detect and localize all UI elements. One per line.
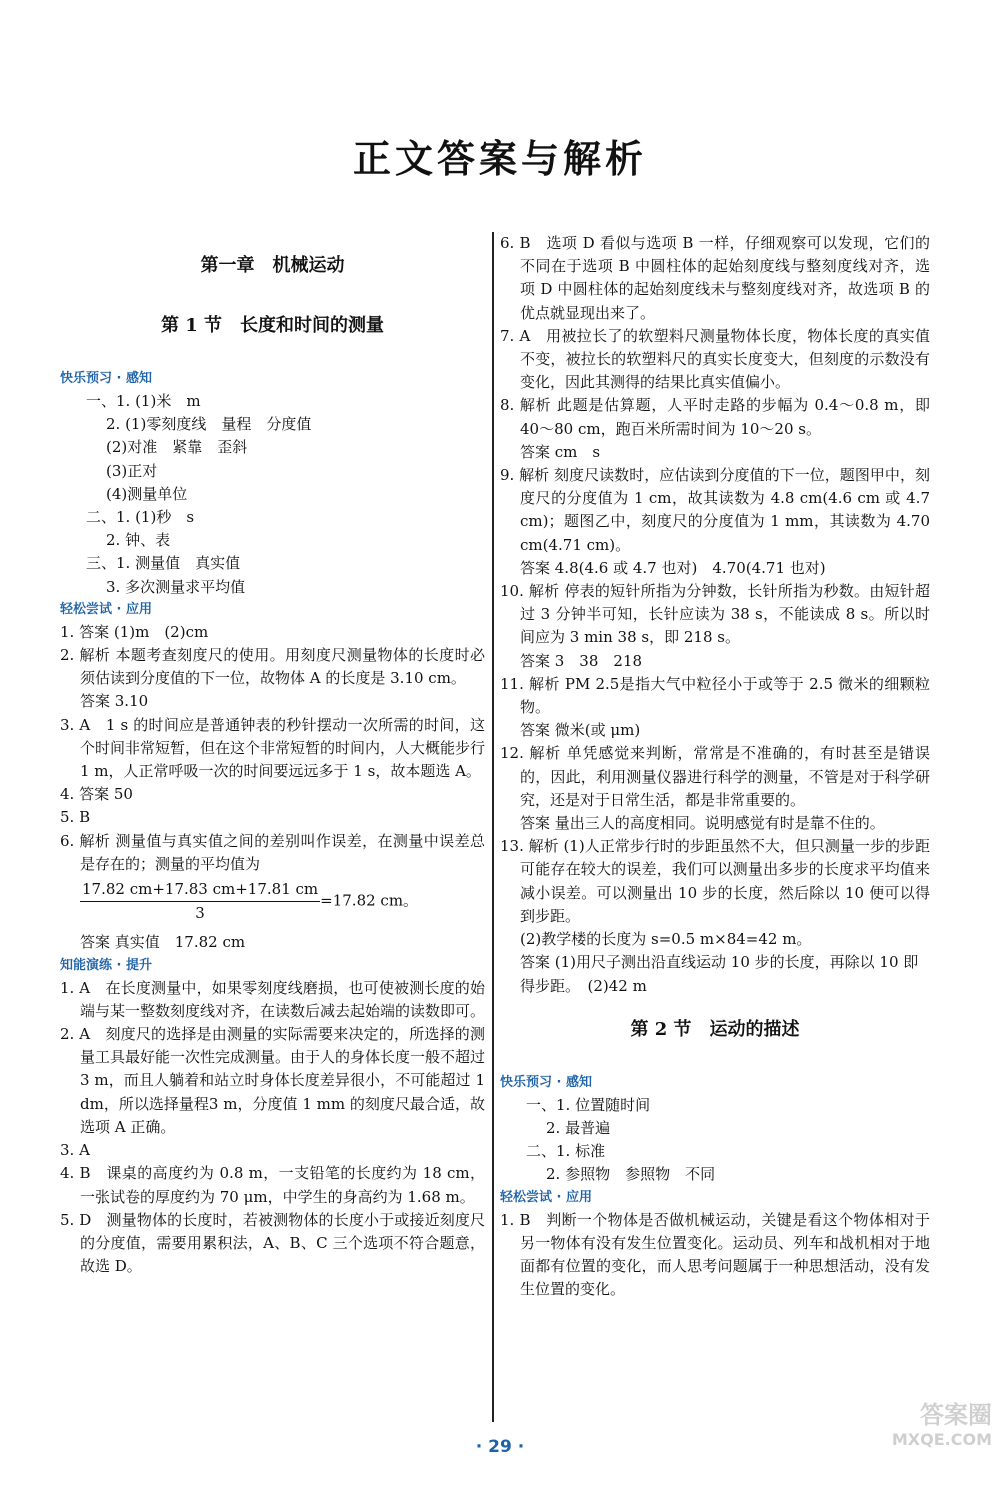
- answer-item: 6. B 选项 D 看似与选项 B 一样，仔细观察可以发现，它们的不同在于选项 B 中圆柱体的起始刻度线与整刻度线对齐，选项 D 中圆柱体的起始刻度线未与整刻度线对齐，故选项 B 的优点就显现出来了。: [500, 234, 930, 322]
- answer-item: 12. 解析 单凭感觉来判断，常常是不准确的，有时甚至是错误的，因此，利用测量仪器进行科学的测量，不管是对于科学研究，还是对于日常生活，都是非常重要的。: [500, 744, 930, 809]
- answer-key: 答案 3.10: [80, 692, 149, 711]
- answer-item: 7. A 用被拉长了的软塑料尺测量物体长度，物体长度的真实值不变，被拉长的软塑料尺的真实长度变大，但刻度的示数没有变化，因此其测得的结果比真实值偏小。: [500, 326, 930, 392]
- page-number: · 29 ·: [475, 1437, 525, 1457]
- answer-key: 答案 (1)用尺子测出沿直线运动 10 步的长度，再除以 10 即得步距。 (2)42 m: [520, 953, 919, 995]
- watermark-logo: [862, 1395, 992, 1475]
- answer-item: 2. 解析 本题考查刻度尺的使用。用刻度尺测量物体的长度时必须估读到分度值的下一位，故物体 A 的长度是 3.10 cm。: [60, 646, 485, 688]
- list-item: 二、1. (1)秒 s: [86, 508, 195, 527]
- list-item: 3. 多次测量求平均值: [106, 577, 246, 596]
- s1-preview-list: [60, 390, 485, 599]
- label-preview: 快乐预习 · 感知: [60, 371, 152, 386]
- answer-item: 13. 解析 (1)人正常步行时的步距虽然不大，但只测量一步的步距可能存在较大的误差，我们可以测量出多步的长度求平均值来减小误差。可以测量出 10 步的长度，然后除以 10 便可以得到步距。: [500, 837, 930, 925]
- answer-item: 2. A 刻度尺的选择是由测量的实际需要来决定的，所选择的测量工具最好能一次性完成测量。由于人的身体长度一般不超过 3 m，而且人躺着和站立时身体长度差异很小，不可能超过 1 dm，所以选择量程3 m，分度值 1 mm 的刻度尺最合适，故选项 A 正确。: [60, 1025, 486, 1136]
- list-item: 2. 钟、表: [106, 531, 171, 550]
- label-practice: 知能演练 · 提升: [60, 957, 152, 973]
- answer-item: 3. A 1 s 的时间应是普通钟表的秒针摆动一次所需的时间，这个时间非常短暂，但在这个非常短暂的时间内，人大概能步行 1 m，人正常呼吸一次的时间要远远多于 1 s，故本题选 A。: [60, 715, 486, 781]
- fraction-equation: [60, 878, 485, 925]
- right-column: [500, 232, 930, 1301]
- answer-item: 5. D 测量物体的长度时，若被测物体的长度小于或接近刻度尺的分度值，需要用累积法，A、B、C 三个选项不符合题意，故选 D。: [60, 1210, 485, 1276]
- list-item: 2. (1)零刻度线 量程 分度值: [106, 415, 312, 434]
- section-heading-1: 第 1 节 长度和时间的测量: [160, 315, 385, 336]
- label-try: 轻松尝试 · 应用: [60, 601, 152, 617]
- answer-item: 1. A 在长度测量中，如果零刻度线磨损，也可使被测长度的始端与某一整数刻度线对齐，在读数后减去起始端的读数即可。: [60, 978, 486, 1020]
- list-item: 2. 参照物 参照物 不同: [546, 1165, 716, 1184]
- watermark-bottom: MXQE.COM: [891, 1430, 992, 1449]
- watermark-top: 答案圈: [920, 1401, 992, 1429]
- answer-detail: (2)教学楼的长度为 s=0.5 m×84=42 m。: [520, 930, 812, 949]
- answer-item: 1. 答案 (1)m (2)cm: [60, 622, 209, 641]
- answer-key: 答案 真实值 17.82 cm: [80, 933, 246, 952]
- fraction-numerator: 17.82 cm+17.83 cm+17.81 cm: [80, 878, 320, 902]
- answer-item: 5. B: [60, 808, 91, 827]
- answer-item: 10. 解析 停表的短针所指为分钟数，长针所指为秒数。由短针超过 3 分钟半可知，长针应读为 38 s，不能读成 8 s。所以时间应为 3 min 38 s，即 218 s。: [500, 582, 930, 647]
- page-title: 正文答案与解析: [352, 136, 647, 181]
- answer-key: 答案 cm s: [520, 442, 601, 461]
- list-item: 三、1. 测量值 真实值: [86, 554, 241, 573]
- list-item: (2)对准 紧靠 歪斜: [106, 438, 248, 457]
- answer-item: 6. 解析 测量值与真实值之间的差别叫作误差，在测量中误差总是存在的；测量的平均值为: [60, 831, 485, 873]
- list-item: 一、1. 位置随时间: [526, 1095, 651, 1114]
- section-heading-2: 第 2 节 运动的描述: [630, 1018, 800, 1040]
- answer-item: 4. 答案 50: [60, 785, 133, 804]
- list-item: 一、1. (1)米 m: [86, 392, 201, 410]
- list-item: 二、1. 标准: [526, 1142, 606, 1161]
- left-column: [60, 230, 485, 1278]
- answer-item: 11. 解析 PM 2.5是指大气中粒径小于或等于 2.5 微米的细颗粒物。: [500, 674, 930, 717]
- label-try-2: 轻松尝试 · 应用: [500, 1189, 592, 1205]
- answer-item: 8. 解析 此题是估算题，人平时走路的步幅为 0.4～0.8 m，即 40～80 cm，跑百米所需时间为 10～20 s。: [500, 396, 930, 438]
- list-item: (4)测量单位: [106, 484, 188, 503]
- fraction-result: =17.82 cm。: [320, 891, 419, 910]
- column-divider: [492, 232, 494, 1422]
- answer-item: 4. B 课桌的高度约为 0.8 m，一支铅笔的长度约为 18 cm，一张试卷的厚度约为 70 μm，中学生的身高约为 1.68 m。: [60, 1164, 485, 1206]
- fraction-denominator: 3: [195, 904, 205, 923]
- answer-key: 答案 3 38 218: [520, 651, 643, 670]
- label-preview-2: 快乐预习 · 感知: [500, 1074, 592, 1090]
- answer-item: 3. A: [60, 1141, 90, 1160]
- answer-item: 9. 解析 刻度尺读数时，应估读到分度值的下一位，题图甲中，刻度尺的分度值为 1 cm，故其读数为 4.8 cm(4.6 cm 或 4.7 cm)；题图乙中，刻度尺的分度值为 1 mm，其读数为 4.70 cm(4.71 cm)。: [500, 466, 930, 554]
- chapter-heading: 第一章 机械运动: [200, 255, 345, 276]
- list-item: (3)正对: [106, 461, 158, 480]
- answer-item: 1. B 判断一个物体是否做机械运动，关键是看这个物体相对于另一物体有没有发生位置变化。运动员、列车和战机相对于地面都有位置的变化，而人思考问题属于一种思想活动，没有发生位置的变化。: [500, 1210, 930, 1299]
- s2-preview-list: [500, 1094, 930, 1187]
- fraction: [80, 878, 320, 925]
- answer-key: 答案 4.8(4.6 或 4.7 也对) 4.70(4.71 也对): [520, 558, 826, 577]
- answer-key: 答案 量出三人的高度相同。说明感觉有时是靠不住的。: [520, 814, 885, 833]
- answer-key: 答案 微米(或 μm): [520, 721, 641, 740]
- list-item: 2. 最普遍: [546, 1118, 611, 1137]
